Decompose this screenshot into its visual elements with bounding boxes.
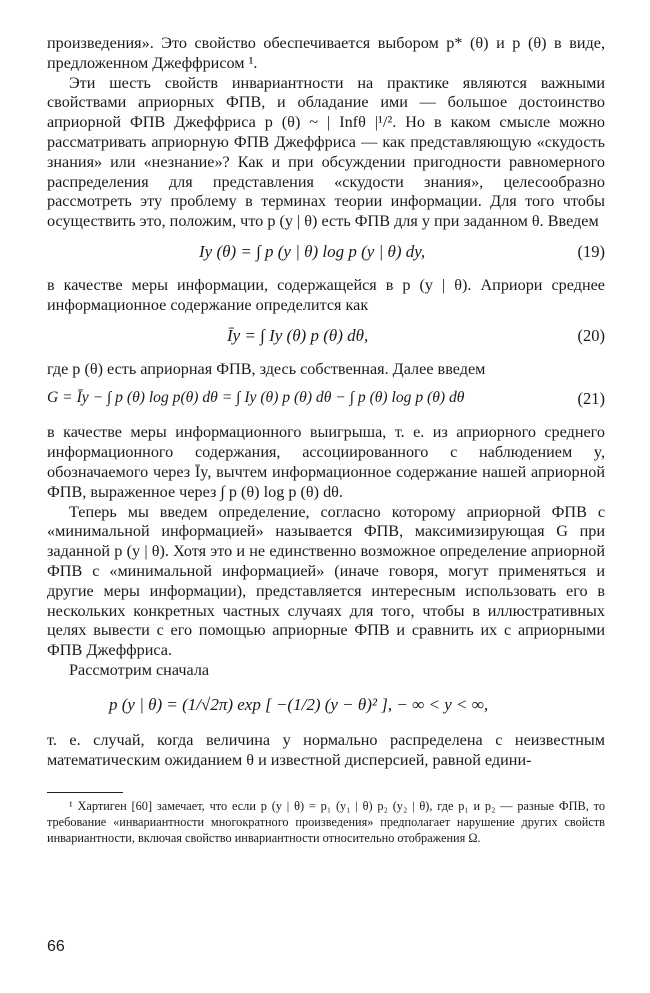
- formula-19-expression: Iy (θ) = ∫ p (y | θ) log p (y | θ) dy,: [199, 241, 426, 261]
- paragraph-5: Теперь мы введем определение, согласно которому априорной ФПВ с «минимальной информацией» называется ФПВ, максимизирующая G при заданной p (y | θ). Хотя это и не единственно возможное определение априорной ФПВ с «минимальной информацией» (иначе говоря, могут применяться и другие меры информации), представляется интересным использовать его в нескольких конкретных частных случаях для того, чтобы в иллюстративных целях вывести с его помощью априорные ФПВ и сравнить их с априорными ФПВ Джеффриса.: [47, 502, 605, 660]
- page-body: [47, 34, 605, 846]
- formula-21: [47, 379, 605, 423]
- paragraph-3: где p (θ) есть априорная ФПВ, здесь собственная. Далее введем: [47, 359, 486, 378]
- paragraph-1: Эти шесть свойств инвариантности на практике являются важными свойствами априорных ФПВ, и обладание ими — большое достоинство априорной ФПВ Джеффриса p (θ) ~ | Infθ |¹/². Но в каком смысле можно рассматривать априорную ФПВ Джеффриса — как представляющую «скудость знания» или «незнание»? Как и при обсуждении пригодности равномерного распределения для представления «скудости знания», целесообразно рассмотреть эту проблему в терминах теории информации. Для того чтобы осуществить это, положим, что p (y | θ) есть ФПВ для y при заданном θ. Введем: [47, 73, 605, 231]
- formula-20-expression: Īy = ∫ Iy (θ) p (θ) dθ,: [227, 325, 369, 345]
- formula-19: [47, 232, 605, 276]
- formula-21-expression: G = Īy − ∫ p (θ) log p(θ) dθ = ∫ Iy (θ) p (θ) dθ − ∫ p (θ) log p (θ) dθ: [47, 389, 465, 407]
- formula-normal: [47, 681, 605, 731]
- formula-21-number: (21): [577, 389, 605, 409]
- paragraph-7: т. е. случай, когда величина y нормально распределена с неизвестным математическим ожиданием θ и известной дисперсией, равной едини-: [47, 730, 605, 769]
- formula-20: [47, 316, 605, 360]
- paragraph-6: Рассмотрим сначала: [69, 660, 210, 679]
- formula-20-number: (20): [577, 325, 605, 345]
- paragraph-2: в качестве меры информации, содержащейся в p (y | θ). Априори среднее информационное содержание определится как: [47, 275, 605, 314]
- formula-normal-expression: p (y | θ) = (1/√2π) exp [ −(1/2) (y − θ)² ], − ∞ < y < ∞,: [109, 694, 489, 714]
- formula-19-number: (19): [577, 241, 605, 261]
- paragraph-4: в качестве меры информационного выигрыша, т. е. из априорного среднего информационного содержания, ассоциированного с наблюдением y, обозначаемого через Īy, вычтем информационное содержание нашей априорной ФПВ, выраженное через ∫ p (θ) log p (θ) dθ.: [47, 423, 605, 501]
- page-number: 66: [47, 938, 65, 955]
- footnote: ¹ Хартиген [60] замечает, что если p (y | θ) = p₁ (y₁ | θ) p₂ (y₂ | θ), где p₁ и p₂ — разные ФПВ, то требование «инвариантности многократного произведения» предполагает нарушение других свойств инвариантности, включая свойство инвариантности относительно отображения Ω.: [47, 799, 605, 845]
- footnote-divider: [47, 792, 123, 793]
- paragraph-0: произведения». Это свойство обеспечивается выбором p* (θ) и p (θ) в виде, предложенном Джеффрисом ¹.: [47, 34, 605, 72]
